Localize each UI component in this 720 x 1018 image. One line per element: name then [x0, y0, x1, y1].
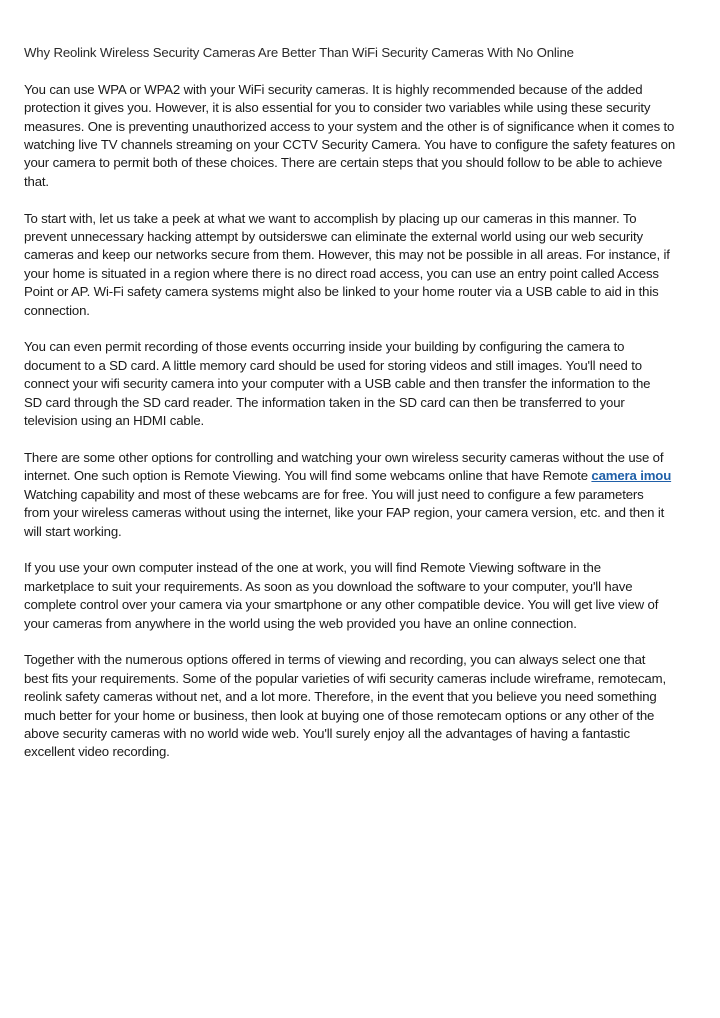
text-line: SD card through the SD card reader. The information taken in the SD card can then be transferred to your	[24, 394, 625, 410]
text-line: watching live TV channels streaming on your CCTV Security Camera. You have to configure the safety features on	[24, 137, 676, 153]
document-page	[24, 44, 714, 780]
text-line: much better for your home or business, then look at buying one of those remotecam options or any other of the	[24, 707, 655, 723]
text-line: television using an HDMI cable.	[24, 413, 205, 429]
paragraph-6	[24, 651, 714, 761]
text-line: There are some other options for controlling and watching your own wireless security cameras without the use of	[24, 449, 664, 465]
text-line: excellent video recording.	[24, 744, 170, 760]
text-line: will start working.	[24, 523, 122, 539]
text-line: prevent unnecessary hacking attempt by outsiderswe can eliminate the external world using our web security	[24, 229, 643, 245]
paragraph-5	[24, 559, 714, 633]
text-line: your cameras from anywhere in the world using the web provided you have an online connection.	[24, 615, 577, 631]
text-line: measures. One is preventing unauthorized access to your system and the other is of significance when it comes to	[24, 118, 675, 134]
text-line: complete control over your camera via your smartphone or any other compatible device. You will get live view of	[24, 597, 659, 613]
text-line-with-link	[24, 467, 714, 485]
paragraph-2	[24, 210, 714, 320]
camera-imou-link[interactable]: camera imou	[591, 468, 672, 484]
text-line: reolink safety cameras without net, and a lot more. Therefore, in the event that you believe you need something	[24, 689, 657, 705]
text-line: document to a SD card. A little memory card should be used for storing videos and still images. You'll need to	[24, 357, 642, 373]
paragraph-4	[24, 449, 714, 541]
text-line: best fits your requirements. Some of the popular varieties of wifi security cameras include wireframe, remotecam,	[24, 670, 666, 686]
text-line: connect your wifi security camera into your computer with a USB cable and then transfer the information to the	[24, 376, 651, 392]
paragraph-3	[24, 338, 714, 430]
text-line: If you use your own computer instead of the one at work, you will find Remote Viewing software in the	[24, 560, 601, 576]
text-segment: internet. One such option is Remote Viewing. You will find some webcams online that have Remote	[24, 468, 592, 484]
text-line: above security cameras with no world wide web. You'll surely enjoy all the advantages of having a fantastic	[24, 725, 630, 741]
paragraph-1	[24, 81, 714, 191]
text-line: Together with the numerous options offered in terms of viewing and recording, you can always select one that	[24, 652, 646, 668]
document-title: Why Reolink Wireless Security Cameras Are Better Than WiFi Security Cameras With No Online	[24, 45, 574, 60]
text-line: protection it gives you. However, it is also essential for you to consider two variables while using these security	[24, 100, 651, 116]
text-line: cameras and keep our networks secure from them. However, this may not be possible in all areas. For instance, if	[24, 247, 670, 263]
text-line: connection.	[24, 302, 90, 318]
text-line: Point or AP. Wi-Fi safety camera systems might also be linked to your home router via a USB cable to aid in this	[24, 284, 659, 300]
text-line: marketplace to suit your requirements. As soon as you download the software to your computer, you'll have	[24, 578, 633, 594]
text-line: from your wireless cameras without using the internet, like your FAP region, your camera version, etc. and then it	[24, 505, 665, 521]
text-line: To start with, let us take a peek at what we want to accomplish by placing up our cameras in this manner. To	[24, 210, 637, 226]
text-line: your camera to permit both of these choices. There are certain steps that you should follow to be able to achieve	[24, 155, 663, 171]
text-line: Watching capability and most of these webcams are for free. You will just need to configure a few parameters	[24, 486, 644, 502]
text-line: that.	[24, 173, 49, 189]
text-line: You can use WPA or WPA2 with your WiFi security cameras. It is highly recommended because of the added	[24, 81, 643, 97]
text-line: You can even permit recording of those events occurring inside your building by configuring the camera to	[24, 339, 625, 355]
text-line: your home is situated in a region where there is no direct road access, you can use an entry point called Access	[24, 265, 659, 281]
